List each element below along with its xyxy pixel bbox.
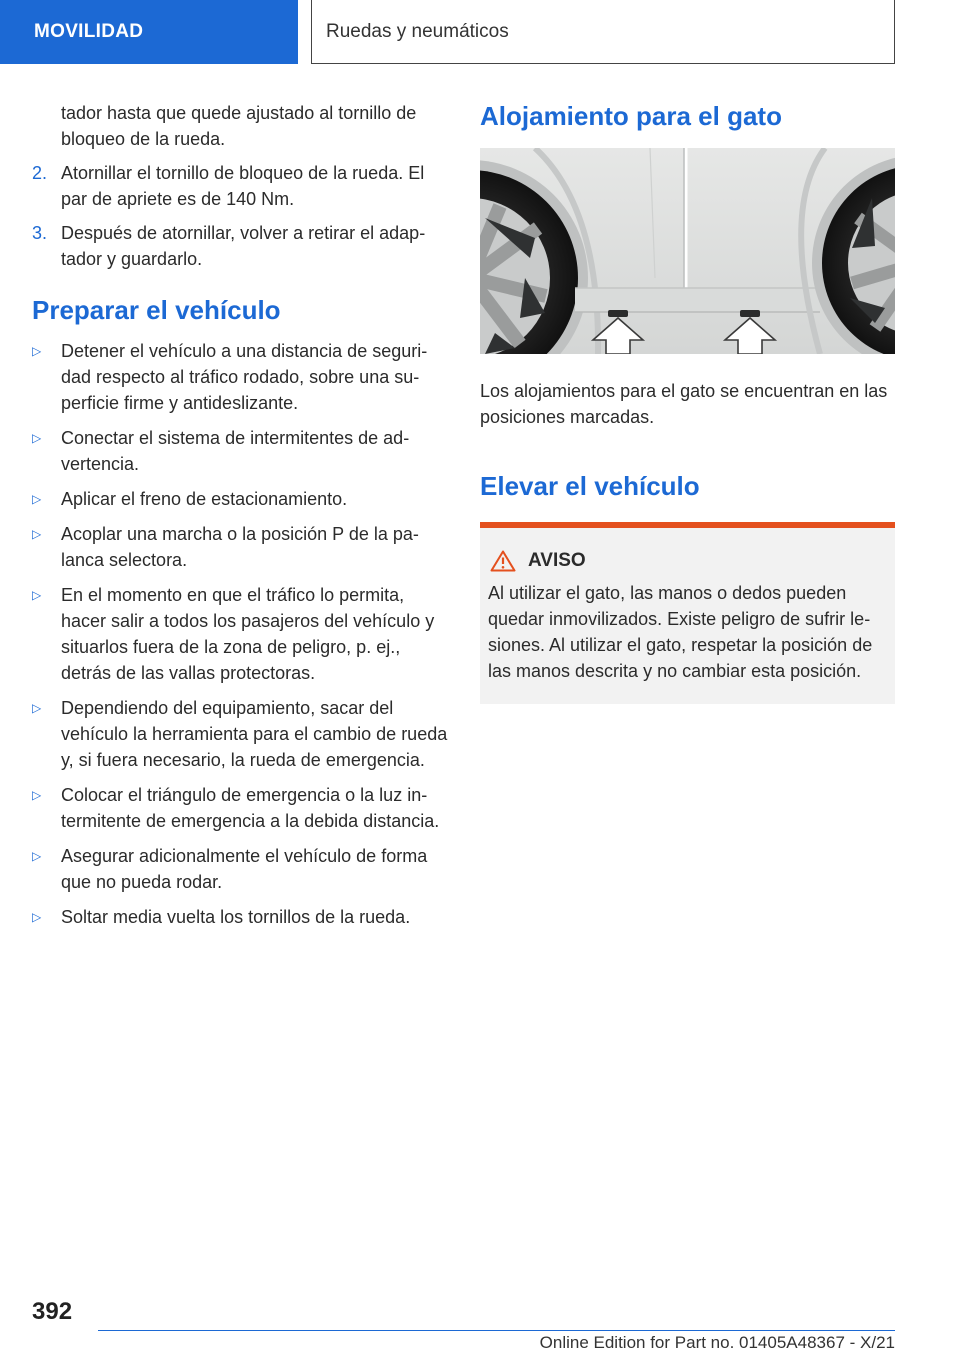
triangle-bullet-icon: ▷ <box>32 431 42 445</box>
bullet-text: Dependiendo del equipamiento, sacar del vehículo la herramienta para el cambio de rueda y, si fuera necesario, la rueda de emergencia. <box>61 698 448 770</box>
section-heading-raise: Elevar el vehículo <box>480 471 700 501</box>
triangle-bullet-icon: ▷ <box>32 910 42 924</box>
list-item <box>32 904 450 930</box>
step-text: Después de atornillar, volver a retirar el adaptador y guardarlo. <box>61 223 426 269</box>
triangle-bullet-icon: ▷ <box>32 344 42 358</box>
footer-edition: Online Edition for Part no. 01405A48367 - X/21 <box>539 1333 895 1352</box>
bullet-text: Asegurar adicionalmente el vehículo de forma que no pueda rodar. <box>61 846 428 892</box>
list-item <box>32 486 450 512</box>
steps-list <box>32 160 450 272</box>
bullet-text: En el momento en que el tráfico lo permita, hacer salir a todos los pasajeros del vehículo y situarlos fuera de la zona de peligro, p. ej., detrás de las vallas protectoras. <box>61 585 435 683</box>
section-heading-jack-points: Alojamiento para el gato <box>480 101 782 131</box>
bullet-text: Colocar el triángulo de emergencia o la luz intermitente de emergencia a la debida distancia. <box>61 785 440 831</box>
list-item <box>32 843 450 895</box>
bullet-text: Aplicar el freno de estacionamiento. <box>61 489 348 509</box>
list-item <box>32 160 450 212</box>
list-item <box>32 220 450 272</box>
chapter-title: Ruedas y neumáticos <box>326 20 509 42</box>
list-item <box>32 425 450 477</box>
left-column <box>32 100 450 939</box>
header-chapter-box <box>311 0 895 64</box>
triangle-bullet-icon: ▷ <box>32 492 42 506</box>
section-heading-prepare: Preparar el vehículo <box>32 295 281 325</box>
warning-box <box>480 522 895 704</box>
triangle-bullet-icon: ▷ <box>32 588 42 602</box>
triangle-bullet-icon: ▷ <box>32 788 42 802</box>
list-item <box>32 338 450 416</box>
bullet-list <box>32 338 450 930</box>
page-number: 392 <box>32 1298 73 1325</box>
jack-point-rear-icon <box>740 310 760 317</box>
list-item <box>32 582 450 686</box>
warning-text: Al utilizar el gato, las manos o dedos pueden quedar inmovilizados. Existe peligro de sufrir lesiones. Al utilizar el gato, respetar la posición de las manos descrita y no cambiar esta posición. <box>488 583 873 681</box>
warning-title: AVISO <box>528 550 586 571</box>
section-title: MOVILIDAD <box>34 21 144 42</box>
bullet-text: Detener el vehículo a una distancia de seguridad respecto al tráfico rodado, sobre una superficie firme y antideslizante. <box>61 341 428 413</box>
triangle-bullet-icon: ▷ <box>32 701 42 715</box>
list-item <box>32 782 450 834</box>
right-column <box>480 100 895 704</box>
jack-point-front-icon <box>608 310 628 317</box>
warning-header <box>490 548 887 574</box>
jack-points-illustration <box>480 148 895 354</box>
step-number: 2. <box>32 163 48 183</box>
triangle-bullet-icon: ▷ <box>32 527 42 541</box>
footer-divider <box>98 1330 895 1331</box>
bullet-text: Conectar el sistema de intermitentes de advertencia. <box>61 428 410 474</box>
header-section-tab <box>0 0 298 64</box>
list-item <box>32 521 450 573</box>
bullet-text: Soltar media vuelta los tornillos de la rueda. <box>61 907 411 927</box>
figure-caption: Los alojamientos para el gato se encuentran en las posiciones marcadas. <box>480 381 888 427</box>
bullet-text: Acoplar una marcha o la posición P de la palanca selectora. <box>61 524 419 570</box>
step-continuation: tador hasta que quede ajustado al tornillo de bloqueo de la rueda. <box>61 103 417 149</box>
list-item <box>32 695 450 773</box>
step-text: Atornillar el tornillo de bloqueo de la rueda. El par de apriete es de 140 Nm. <box>61 163 425 209</box>
step-number: 3. <box>32 223 48 243</box>
warning-triangle-icon <box>490 550 516 572</box>
triangle-bullet-icon: ▷ <box>32 849 42 863</box>
